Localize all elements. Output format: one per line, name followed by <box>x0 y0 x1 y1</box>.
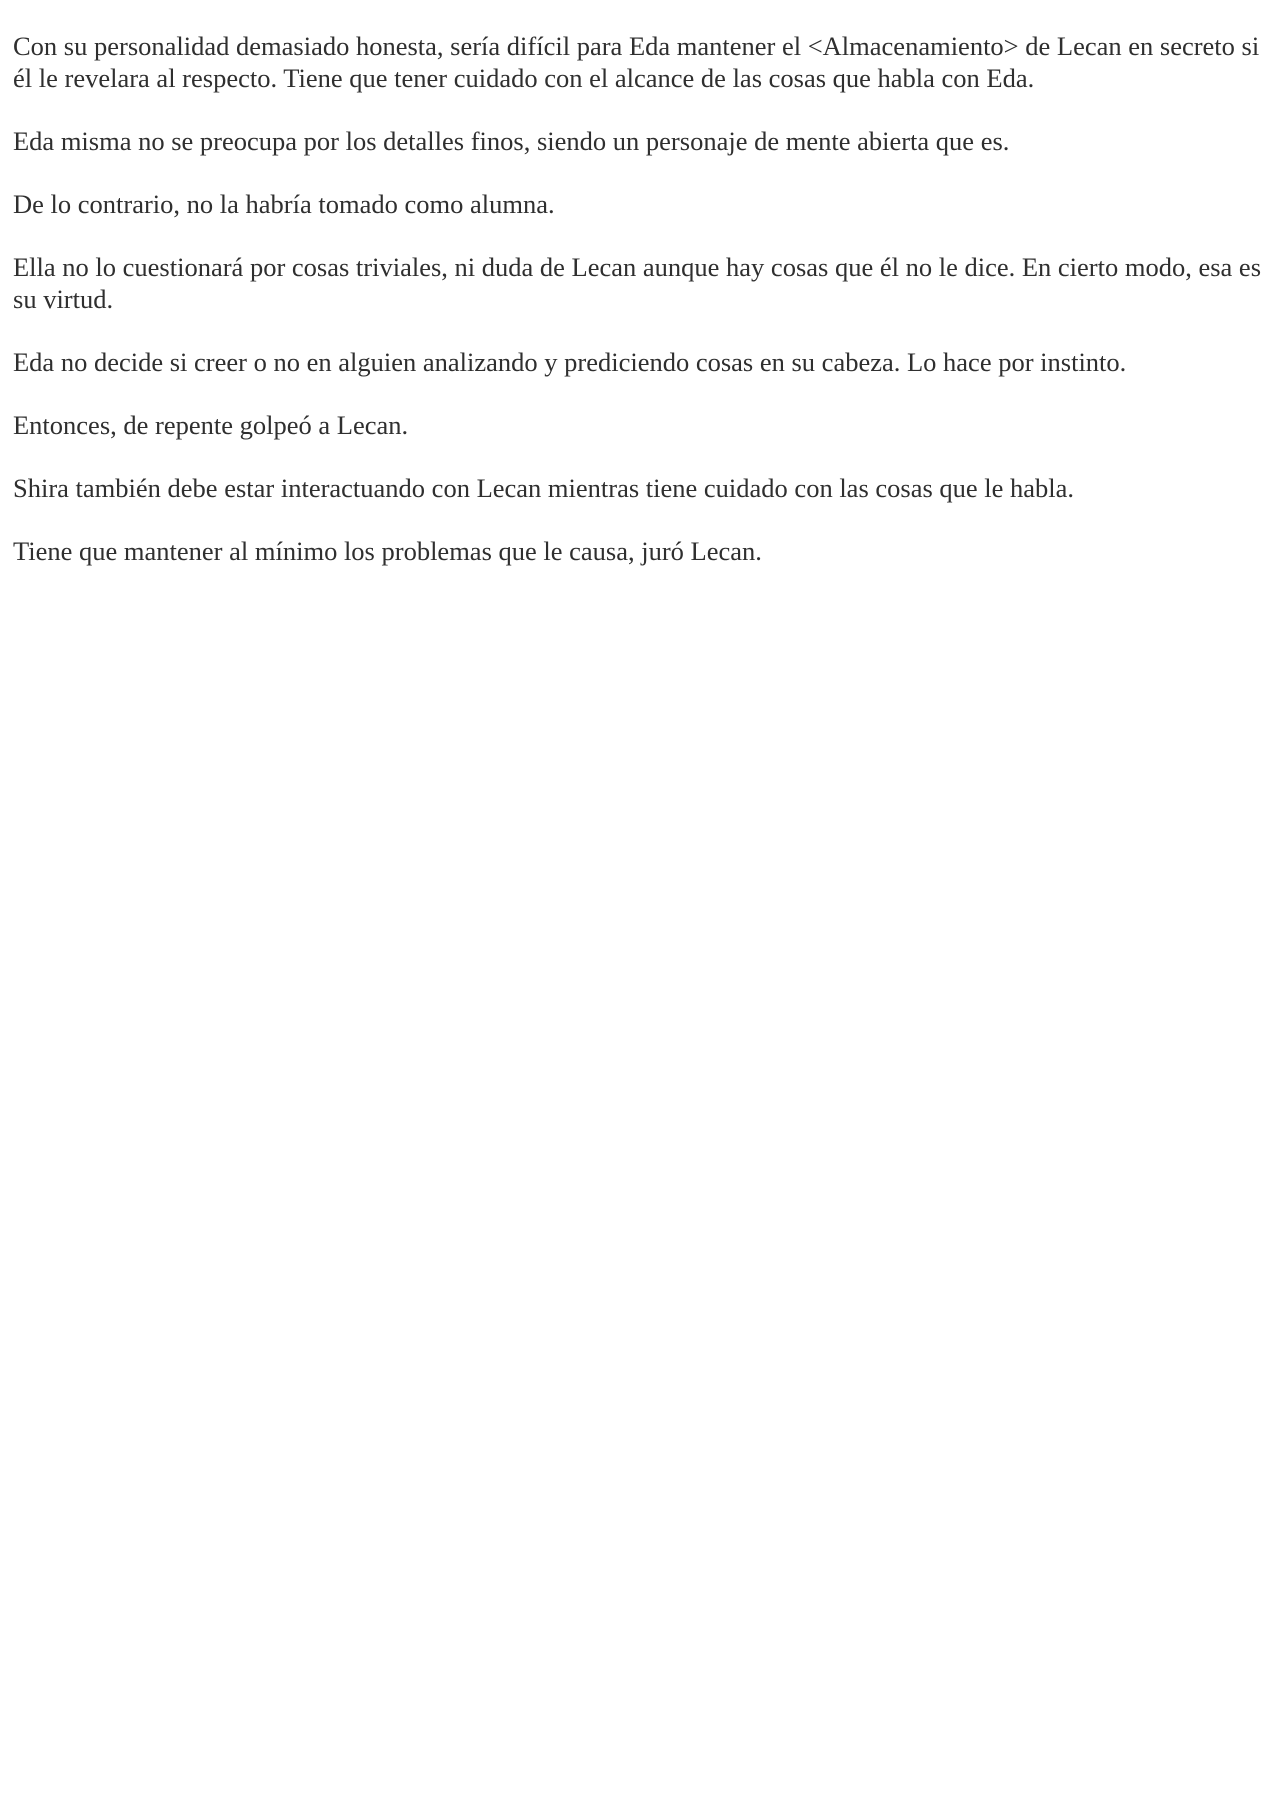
paragraph-5: Eda no decide si creer o no en alguien analizando y prediciendo cosas en su cabeza. Lo hace por instinto. <box>13 347 1127 377</box>
paragraph-7: Shira también debe estar interactuando con Lecan mientras tiene cuidado con las cosas que le habla. <box>13 473 1075 503</box>
paragraph-6: Entonces, de repente golpeó a Lecan. <box>13 410 409 440</box>
paragraph-1: Con su personalidad demasiado honesta, sería difícil para Eda mantener el <Almacenamiento> de Lecan en secreto si él le revelara al respecto. Tiene que tener cuidado con el alcance de las cosas que habla con Eda. <box>13 31 1260 93</box>
paragraph-2: Eda misma no se preocupa por los detalles finos, siendo un personaje de mente abierta que es. <box>13 126 1010 156</box>
paragraph-3: De lo contrario, no la habría tomado como alumna. <box>13 189 555 219</box>
paragraph-4: Ella no lo cuestionará por cosas triviales, ni duda de Lecan aunque hay cosas que él no le dice. En cierto modo, esa es su virtud. <box>13 252 1262 314</box>
paragraph-8: Tiene que mantener al mínimo los problemas que le causa, juró Lecan. <box>13 536 762 566</box>
document-body <box>13 30 1268 598</box>
